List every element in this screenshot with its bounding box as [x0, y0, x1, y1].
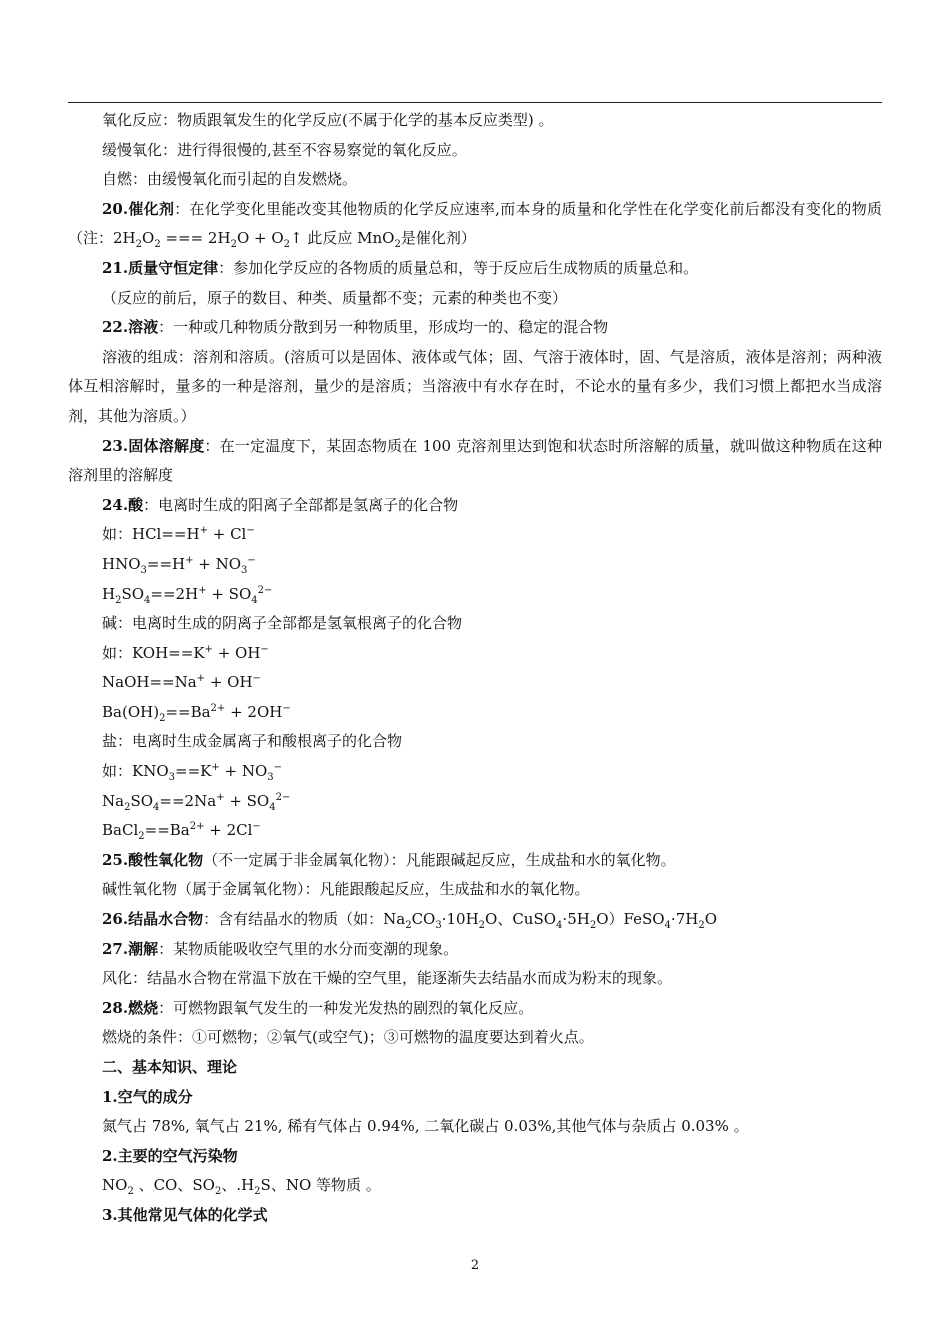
- text: BaCl: [102, 821, 139, 840]
- subheading-air-composition: [68, 1083, 882, 1113]
- def-slow-oxidation: [68, 136, 882, 166]
- subheading-air-pollutants: [68, 1142, 882, 1172]
- eq-h2so4: [68, 580, 882, 610]
- def-solution: [68, 313, 882, 343]
- text: + OH: [205, 673, 253, 692]
- subscript: 2: [283, 239, 291, 251]
- def-basic-oxide: [68, 875, 882, 905]
- text: S、NO 等物质 。: [260, 1176, 381, 1195]
- text: NO: [102, 1176, 128, 1195]
- subscript: 2: [394, 239, 401, 251]
- text: ==Ba: [144, 821, 190, 840]
- superscript: +: [199, 525, 208, 537]
- text: O）FeSO: [596, 910, 665, 929]
- text: 3.其他常见气体的化学式: [102, 1205, 268, 1224]
- text: 碱：电离时生成的阴离子全部都是氢氧根离子的化合物: [102, 614, 463, 633]
- note-mass-conservation: [68, 284, 882, 314]
- subscript: 2: [124, 801, 131, 813]
- term-title: 24.酸: [102, 495, 144, 514]
- def-oxidation: [68, 106, 882, 136]
- superscript: +: [196, 673, 206, 685]
- def-mass-conservation: [68, 254, 882, 284]
- text: H: [102, 584, 116, 603]
- term-title: 28.燃烧: [102, 998, 159, 1017]
- subscript: 2: [154, 239, 161, 251]
- subscript: 3: [267, 772, 274, 784]
- text: 如：KOH==K: [102, 643, 205, 662]
- term-title: 21.质量守恒定律: [102, 258, 219, 277]
- text: ：在一定温度下，某固态物质在 100 克溶剂里达到饱和状态时所溶解的质量，就叫做这种物质在这种溶剂里的溶解度: [68, 436, 882, 485]
- air-composition: [68, 1112, 882, 1142]
- superscript: +: [211, 762, 220, 774]
- text: + SO: [206, 584, 252, 603]
- text: ：电离时生成的阳离子全部都是氢离子的化合物: [143, 495, 459, 514]
- text: ==Ba: [165, 702, 211, 721]
- superscript: +: [198, 584, 207, 596]
- subscript: 2: [115, 594, 122, 606]
- superscript: 2−: [257, 584, 273, 596]
- superscript: −: [260, 643, 269, 655]
- def-catalyst: 20.催化剂：在化学变化里能改变其他物质的化学反应速率,而本身的质量和化学性在化学变化前后都没有变化的物质（注：$2H_2O_2$ === $2H_2O$ + $O_2↑$ 此反应 MnO$_2$是催化剂）: [68, 199, 882, 251]
- text: + NO: [193, 554, 242, 573]
- text: 2.主要的空气污染物: [102, 1146, 238, 1165]
- combustion-conditions: [68, 1023, 882, 1053]
- text: 、.H: [221, 1176, 255, 1195]
- subscript: 2: [254, 1186, 261, 1198]
- text: ：可燃物跟氧气发生的一种发光发热的剧烈的氧化反应。: [158, 998, 534, 1017]
- def-base: [68, 609, 882, 639]
- text: === 2H: [160, 229, 231, 248]
- subscript: 4: [269, 801, 276, 813]
- text: 燃烧的条件：①可燃物；②氧气(或空气)；③可燃物的温度要达到着火点。: [102, 1028, 594, 1047]
- text: O、CuSO: [485, 910, 557, 929]
- text: ==H: [146, 554, 186, 573]
- section-heading: [68, 1053, 882, 1083]
- text: + 2OH: [225, 702, 283, 721]
- text: SO: [130, 791, 154, 810]
- subscript: 2: [230, 239, 237, 251]
- text: ·5H: [562, 910, 590, 929]
- superscript: 2+: [210, 702, 226, 714]
- text: 碱性氧化物（属于金属氧化物）：凡能跟酸起反应，生成盐和水的氧化物。: [102, 880, 590, 899]
- text: 自燃：由缓慢氧化而引起的自发燃烧。: [102, 170, 358, 189]
- text: + NO: [219, 762, 268, 781]
- subscript: 2: [127, 1186, 134, 1198]
- superscript: −: [246, 525, 255, 537]
- text: ↑ 此反应 MnO: [290, 229, 395, 248]
- eq-na2so4: [68, 787, 882, 817]
- text: Na: [102, 791, 125, 810]
- text: O: [704, 910, 718, 929]
- def-spontaneous-combustion: [68, 165, 882, 195]
- term-title: 26.结晶水合物: [102, 910, 204, 929]
- subscript: 2: [138, 831, 145, 843]
- eq-bacl2: [68, 816, 882, 846]
- text: 盐：电离时生成金属离子和酸根离子的化合物: [102, 732, 403, 751]
- solution-composition: [68, 343, 882, 432]
- def-solubility: [68, 432, 882, 491]
- subscript: 2: [698, 920, 705, 932]
- text: 1.空气的成分: [102, 1087, 193, 1106]
- text: ==K: [175, 762, 212, 781]
- text: HNO: [102, 554, 141, 573]
- superscript: 2−: [275, 791, 291, 803]
- subscript: 4: [556, 920, 563, 932]
- def-acidic-oxide: [68, 846, 882, 876]
- text: + Cl: [207, 525, 247, 544]
- text: 、CO、SO: [133, 1176, 215, 1195]
- def-acid: [68, 491, 882, 521]
- def-combustion: [68, 994, 882, 1024]
- text: ：某物质能吸收空气里的水分而变潮的现象。: [158, 939, 459, 958]
- text: 是催化剂）: [400, 229, 476, 248]
- text: ：含有结晶水的物质（如：Na: [203, 910, 406, 929]
- superscript: −: [252, 673, 261, 685]
- eq-koh: [68, 639, 882, 669]
- subscript: 3: [435, 920, 442, 932]
- text: 二、基本知识、理论: [102, 1058, 238, 1076]
- header-rule: [68, 102, 882, 103]
- subscript: 3: [140, 564, 147, 576]
- page-number: 2: [470, 1258, 480, 1273]
- superscript: −: [252, 821, 261, 833]
- superscript: −: [282, 702, 291, 714]
- text: 缓慢氧化：进行得很慢的,甚至不容易察觉的氧化反应。: [102, 140, 467, 159]
- subheading-common-gases: [68, 1201, 882, 1231]
- def-hydrate: [68, 905, 882, 935]
- text: NaOH==Na: [102, 673, 197, 692]
- text: 如：KNO: [102, 762, 169, 781]
- text: （不一定属于非金属氧化物）：凡能跟碱起反应，生成盐和水的氧化物。: [203, 850, 676, 869]
- eq-hno3: [68, 550, 882, 580]
- subscript: 2: [478, 920, 486, 932]
- text: ==2Na: [159, 791, 217, 810]
- term-title: 25.酸性氧化物: [102, 850, 204, 869]
- text: ·10H: [441, 910, 479, 929]
- superscript: +: [216, 791, 225, 803]
- subscript: 3: [241, 564, 248, 576]
- superscript: +: [185, 554, 194, 566]
- text: SO: [121, 584, 145, 603]
- text: 氧化反应：物质跟氧发生的化学反应(不属于化学的基本反应类型) 。: [102, 111, 554, 129]
- term-title: 22.溶液: [102, 318, 159, 337]
- term-title: 23.固体溶解度: [102, 436, 205, 455]
- text: ：参加化学反应的各物质的质量总和，等于反应后生成物质的质量总和。: [218, 258, 699, 277]
- subscript: 4: [251, 594, 258, 606]
- eq-baoh2: [68, 698, 882, 728]
- text: CO: [411, 910, 436, 929]
- text: 氮气占 78%, 氧气占 21%, 稀有气体占 0.94%, 二氧化碳占 0.03%,其他气体与杂质占 0.03% 。: [102, 1117, 749, 1136]
- def-salt: [68, 727, 882, 757]
- def-deliquescence: [68, 935, 882, 965]
- subscript: 4: [664, 920, 671, 932]
- document-body: [68, 106, 882, 1231]
- eq-naoh: [68, 668, 882, 698]
- superscript: 2+: [189, 821, 205, 833]
- subscript: 3: [168, 772, 176, 784]
- term-title: 20.催化剂: [102, 199, 175, 218]
- term-title: 27.潮解: [102, 939, 159, 958]
- text: ·7H: [670, 910, 699, 929]
- eq-kno3: [68, 757, 882, 787]
- subscript: 4: [144, 594, 151, 606]
- text: ：一种或几种物质分散到另一种物质里，形成均一的、稳定的混合物: [158, 318, 609, 337]
- text: Ba(OH): [102, 702, 160, 721]
- subscript: 4: [153, 801, 160, 813]
- def-efflorescence: [68, 964, 882, 994]
- text: 溶液的组成：溶剂和溶质。(溶质可以是固体、液体或气体；固、气溶于液体时，固、气是溶质，液体是溶剂；两种液体互相溶解时，量多的一种是溶剂，量少的是溶质；当溶液中有水存在时，不论水的量有多少，我们习惯上都把水当成溶剂，其他为溶质。）: [68, 347, 882, 425]
- text: + 2Cl: [204, 821, 253, 840]
- subscript: 2: [589, 920, 597, 932]
- text: + OH: [212, 643, 261, 662]
- text: 风化：结晶水合物在常温下放在干燥的空气里，能逐渐失去结晶水而成为粉末的现象。: [102, 969, 673, 988]
- eq-hcl: [68, 520, 882, 550]
- superscript: −: [247, 554, 256, 566]
- superscript: +: [204, 643, 213, 655]
- superscript: −: [273, 762, 283, 774]
- text: （反应的前后，原子的数目、种类、质量都不变；元素的种类也不变）: [102, 288, 568, 307]
- subscript: 2: [135, 239, 142, 251]
- subscript: 2: [405, 920, 412, 932]
- text: 如：HCl==H: [102, 525, 200, 544]
- text: + SO: [224, 791, 270, 810]
- air-pollutants: [68, 1171, 882, 1201]
- text: O + O: [236, 229, 284, 248]
- text: ==2H: [150, 584, 199, 603]
- subscript: 2: [159, 712, 166, 724]
- subscript: 2: [214, 1186, 222, 1198]
- text: ：在化学变化里能改变其他物质的化学反应速率,而本身的质量和化学性在化学变化前后都没有变化的物质（注：2H: [68, 199, 882, 248]
